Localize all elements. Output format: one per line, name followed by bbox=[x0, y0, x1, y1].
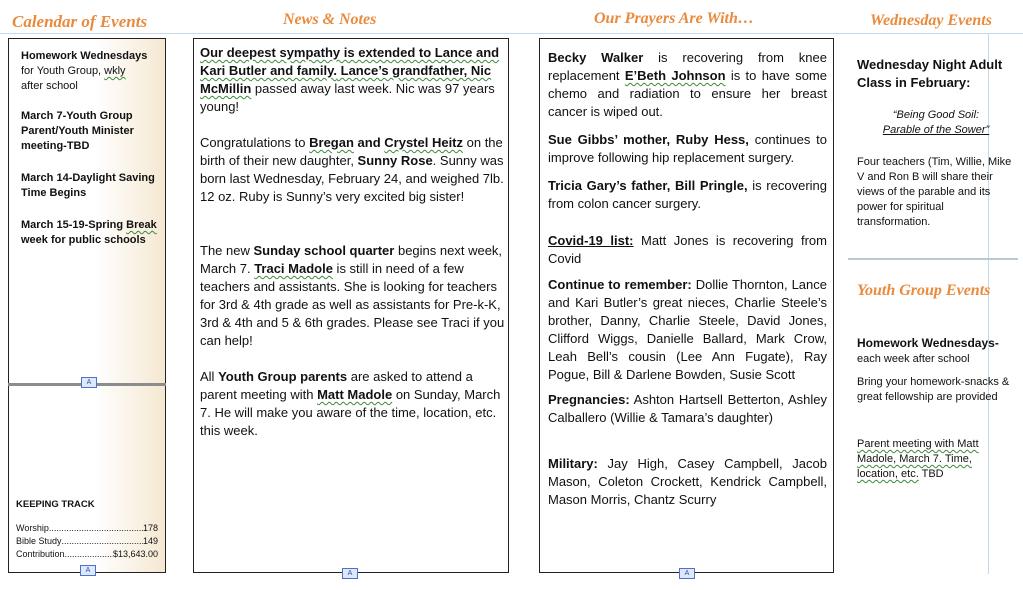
prayers-box bbox=[539, 38, 834, 573]
news-paragraph: Congratulations to Bregan and Crystel Heitz on the birth of their new daughter, Sunny Rose. Sunny was born last Wednesday, February 24, and weighed 7lb. 12 oz. Ruby is Sunny’s very excited big sister! bbox=[200, 135, 504, 204]
prayer-paragraph: Becky Walker is recovering from knee replacement E’Beth Johnson is to have some chemo and radiation to ensure her breast cancer is wiped out. bbox=[548, 50, 827, 119]
prayer-paragraph: Pregnancies: Ashton Hartsell Betterton, Ashley Calballero (Willie & Tamara’s daughter) bbox=[548, 392, 827, 425]
youth-meeting: Parent meeting with Matt Madole, March 7. Time, location, etc. TBD bbox=[857, 438, 979, 480]
prayer-paragraph: Sue Gibbs’ mother, Ruby Hess, continues to improve following hip replacement surgery. bbox=[548, 132, 827, 165]
keeping-track-row: Worship ..... 178 bbox=[16, 523, 158, 533]
wednesday-class-title: Wednesday Night Adult Class in February: bbox=[857, 57, 1003, 90]
prayer-paragraph: Continue to remember: Dollie Thornton, Lance and Kari Butler’s great nieces, Charlie Steele’s brother, Danny, Charlie Steele, David Jones, Clifford Wiggs, Danielle Ballard, Mark Crow, Leah Bell’s cousin (Lee Ann Fugate), Ray Pogue, Bill & Darlene Bowden, Susie Scott bbox=[548, 277, 827, 382]
guide-line bbox=[0, 33, 1023, 34]
news-heading: News & Notes bbox=[283, 11, 377, 28]
youth-bring: Bring your homework-snacks & great fellowship are provided bbox=[857, 376, 1010, 403]
prayers-heading: Our Prayers Are With… bbox=[594, 10, 754, 27]
calendar-box bbox=[8, 38, 166, 573]
news-paragraph: The new Sunday school quarter begins next week, March 7. Traci Madole is still in need of a few teachers and assistants. She is looking for teachers for 3rd & 4th grade as well as assistants for Pre-k-K, 3rd & 4th and 5 & 6th grades. Please see Traci if you can help! bbox=[200, 243, 505, 348]
keeping-track-row: Bible Study ..... 149 bbox=[16, 536, 158, 546]
calendar-heading: Calendar of Events bbox=[12, 12, 148, 31]
anchor-icon: A bbox=[679, 568, 695, 579]
youth-homework: Homework Wednesdays- each week after school bbox=[857, 336, 999, 365]
news-paragraph: Our deepest sympathy is extended to Lance and Kari Butler and family. Lance’s grandfather, Nic McMillin passed away last week. Nic was 97 years young! bbox=[200, 45, 500, 114]
wednesday-text: Four teachers (Tim, Willie, Mike V and Ron B will share their views of the parable and its power for spiritual transformation. bbox=[857, 156, 1012, 228]
news-paragraph: All Youth Group parents are asked to attend a parent meeting with Matt Madole on Sunday, March 7. He will make you aware of the time, location, etc. this week. bbox=[200, 369, 501, 438]
prayer-paragraph: Military: Jay High, Casey Campbell, Jacob Mason, Coleton Crockett, Kendrick Campbell, Mason Morris, Chantz Scurry bbox=[548, 456, 827, 507]
news-box bbox=[193, 38, 509, 573]
calendar-homework: Homework Wednesdays for Youth Group, wkly after school bbox=[21, 50, 148, 92]
calendar-event: March 14-Daylight Saving Time Begins bbox=[21, 172, 155, 199]
prayer-paragraph: Covid-19 list: Matt Jones is recovering from Covid bbox=[548, 233, 827, 266]
keeping-track-title: KEEPING TRACK bbox=[16, 499, 95, 510]
prayer-paragraph: Tricia Gary’s father, Bill Pringle, is recovering from colon cancer surgery. bbox=[548, 178, 827, 211]
wednesday-heading: Wednesday Events bbox=[870, 12, 992, 29]
calendar-event: March 7-Youth Group Parent/Youth Minister meeting-TBD bbox=[21, 110, 134, 152]
wednesday-column bbox=[850, 38, 1020, 573]
anchor-icon: A bbox=[81, 377, 97, 388]
calendar-event: March 15-19-Spring Break week for public schools bbox=[21, 219, 157, 246]
anchor-icon: A bbox=[342, 568, 358, 579]
keeping-track-row: Contribution ..... $13,643.00 bbox=[16, 549, 158, 559]
anchor-icon: A bbox=[80, 565, 96, 576]
wednesday-quote: “Being Good Soil: Parable of the Sower” bbox=[882, 109, 990, 136]
youth-heading: Youth Group Events bbox=[857, 282, 991, 299]
